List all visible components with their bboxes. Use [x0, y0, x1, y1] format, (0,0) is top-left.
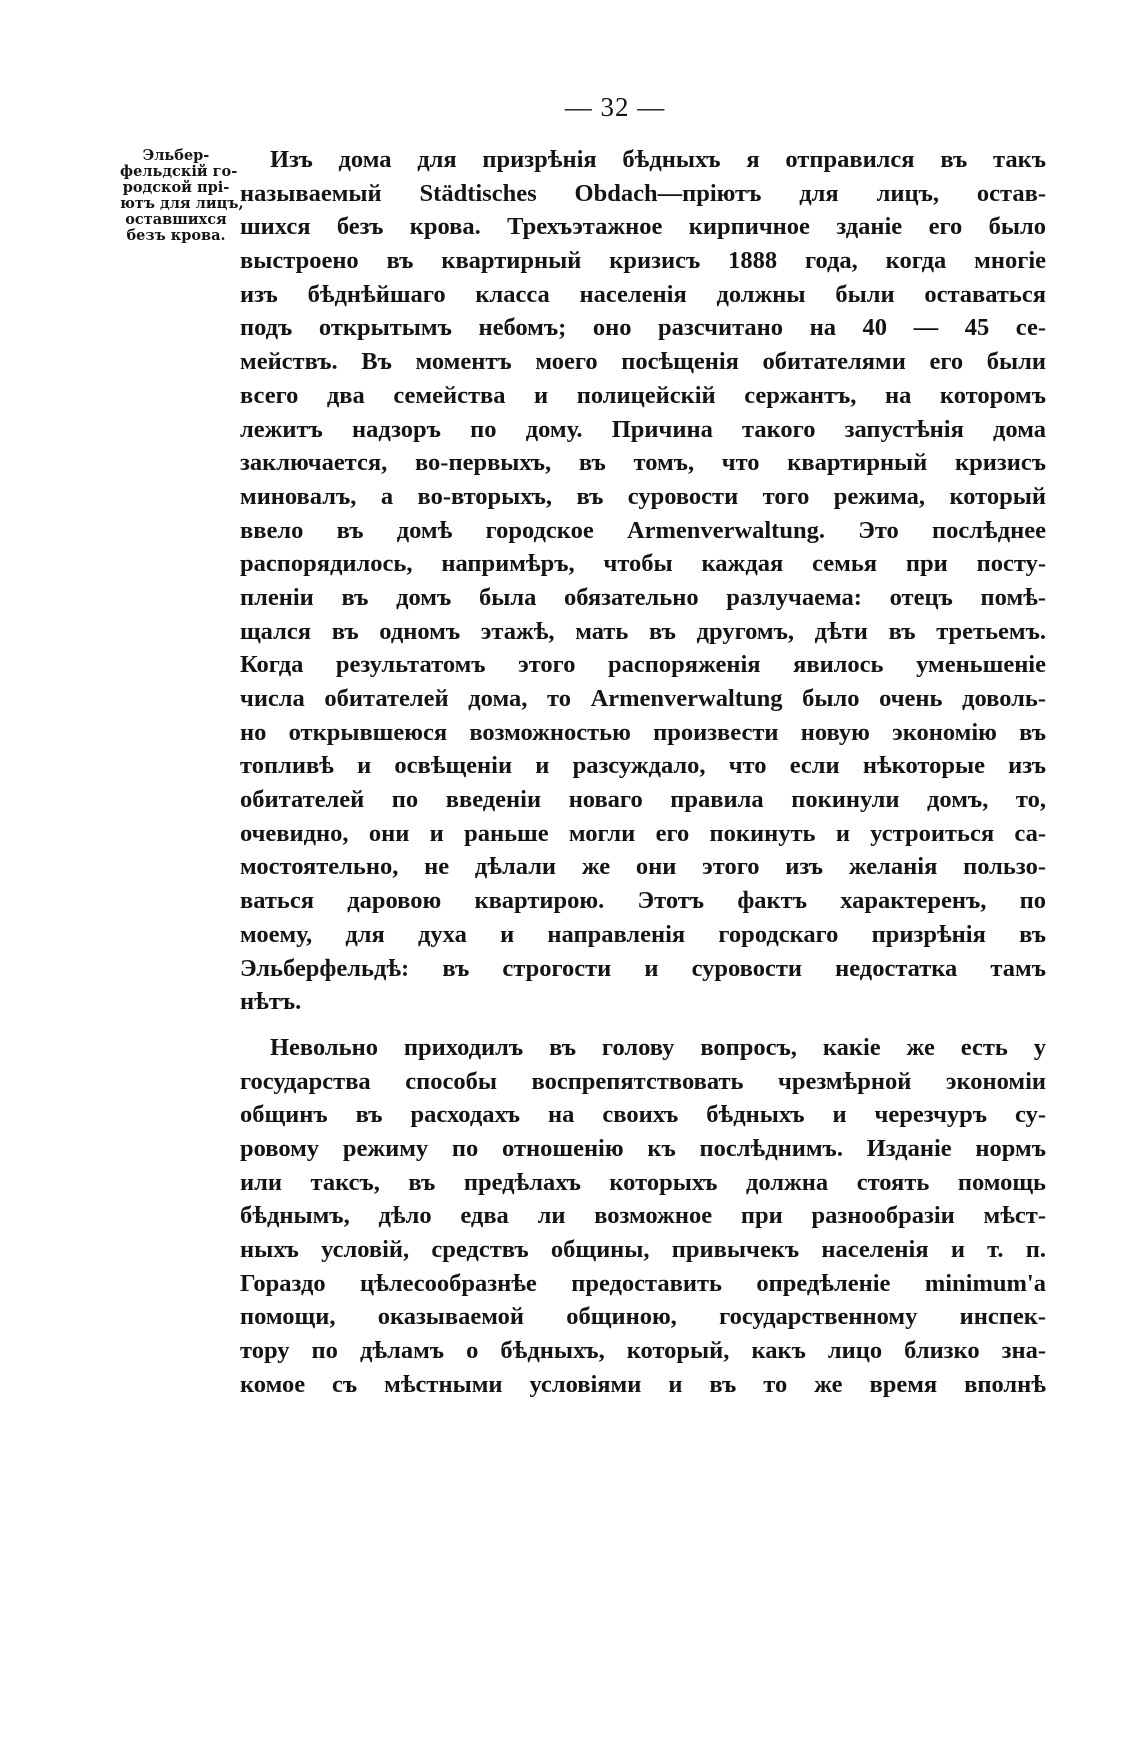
text-line: подъ открытымъ небомъ; оно разсчитано на 40 — 45 се-	[240, 314, 1046, 342]
margin-note-line: родской прі-	[122, 179, 230, 196]
margin-note-line: безъ крова.	[126, 227, 226, 244]
margin-note-line: ютъ для лицъ,	[120, 195, 244, 212]
text-line: помощи, оказываемой общиною, государственному инспек-	[240, 1303, 1046, 1331]
text-line: ныхъ условій, средствъ общины, привычекъ населенія и т. п.	[240, 1236, 1046, 1263]
text-line: миновалъ, а во-вторыхъ, въ суровости того режима, который	[240, 482, 1046, 510]
margin-note	[120, 147, 244, 244]
text-line: очевидно, они и раньше могли его покинуть и устроиться са-	[240, 819, 1046, 847]
text-line: комое съ мѣстными условіями и въ то же время вполнѣ	[240, 1370, 1046, 1398]
text-line: Когда результатомъ этого распоряженія явилось уменьшеніе	[240, 651, 1046, 679]
text-line: тору по дѣламъ о бѣдныхъ, который, какъ лицо близко зна-	[240, 1337, 1046, 1365]
text-line: моему, для духа и направленія городскаго призрѣнія въ	[240, 920, 1046, 948]
text-line: всего два семейства и полицейскій сержантъ, на которомъ	[240, 381, 1046, 409]
text-line: обитателей по введеніи новаго правила покинули домъ, то,	[240, 786, 1046, 814]
text-line: нѣтъ.	[240, 988, 302, 1016]
body-text	[240, 143, 1046, 1401]
text-line: бѣднымъ, дѣло едва ли возможное при разнообразіи мѣст-	[240, 1202, 1046, 1230]
paragraph-1	[240, 143, 1046, 1019]
text-line: заключается, во-первыхъ, въ томъ, что квартирный кризисъ	[240, 449, 1046, 477]
text-line: ввело въ домѣ городское Armenverwaltung. Это послѣднее	[240, 516, 1046, 544]
text-line: государства способы воспрепятствовать чрезмѣрной экономіи	[240, 1067, 1046, 1095]
paragraph-gap	[240, 1019, 1046, 1031]
text-line: Невольно приходилъ въ голову вопросъ, какіе же есть у	[270, 1033, 1046, 1061]
text-line: или таксъ, въ предѣлахъ которыхъ должна стоять помощь	[240, 1168, 1046, 1196]
text-line: изъ бѣднѣйшаго класса населенія должны были оставаться	[240, 280, 1046, 308]
text-line: мостоятельно, не дѣлали же они этого изъ желанія пользо-	[240, 853, 1046, 881]
text-line: щался въ одномъ этажѣ, мать въ другомъ, дѣти въ третьемъ.	[240, 617, 1046, 645]
text-line: Изъ дома для призрѣнія бѣдныхъ я отправился въ такъ	[270, 146, 1046, 173]
text-line: Гораздо цѣлесообразнѣе предоставить опредѣленіе minimum'а	[240, 1269, 1046, 1297]
margin-note-line: оставшихся	[125, 211, 227, 228]
text-line: топливѣ и освѣщеніи и разсуждало, что если нѣкоторые изъ	[240, 752, 1046, 780]
text-line: лежитъ надзоръ по дому. Причина такого запустѣнія дома	[240, 415, 1046, 443]
page-number: — 32 —	[564, 92, 666, 122]
text-line: шихся безъ крова. Трехъэтажное кирпичное зданіе его было	[240, 213, 1046, 241]
text-line: числа обитателей дома, то Armenverwaltung было очень доволь-	[240, 685, 1046, 712]
margin-note-line: фельдскій го-	[120, 163, 238, 180]
text-line: называемый Städtisches Obdach—пріютъ для лицъ, остав-	[240, 179, 1046, 207]
text-line: пленіи въ домъ была обязательно разлучаема: отецъ помѣ-	[240, 583, 1046, 611]
text-line: ваться даровою квартирою. Этотъ фактъ характеренъ, по	[240, 887, 1046, 915]
text-line: ровому режиму по отношенію къ послѣднимъ. Изданіе нормъ	[240, 1134, 1046, 1162]
margin-note-line: Эльбер-	[142, 147, 210, 164]
text-line: но открывшеюся возможностью произвести новую экономію въ	[240, 718, 1046, 746]
paragraph-2	[240, 1031, 1046, 1402]
text-line: мействъ. Въ моментъ моего посѣщенія обитателями его были	[240, 348, 1046, 376]
text-line: распорядилось, напримѣръ, чтобы каждая семья при посту-	[240, 550, 1046, 578]
text-line: общинъ въ расходахъ на своихъ бѣдныхъ и черезчуръ су-	[240, 1101, 1046, 1129]
text-line: Эльберфельдѣ: въ строгости и суровости недостатка тамъ	[240, 954, 1046, 982]
text-line: выстроено въ квартирный кризисъ 1888 года, когда многіе	[240, 247, 1046, 275]
